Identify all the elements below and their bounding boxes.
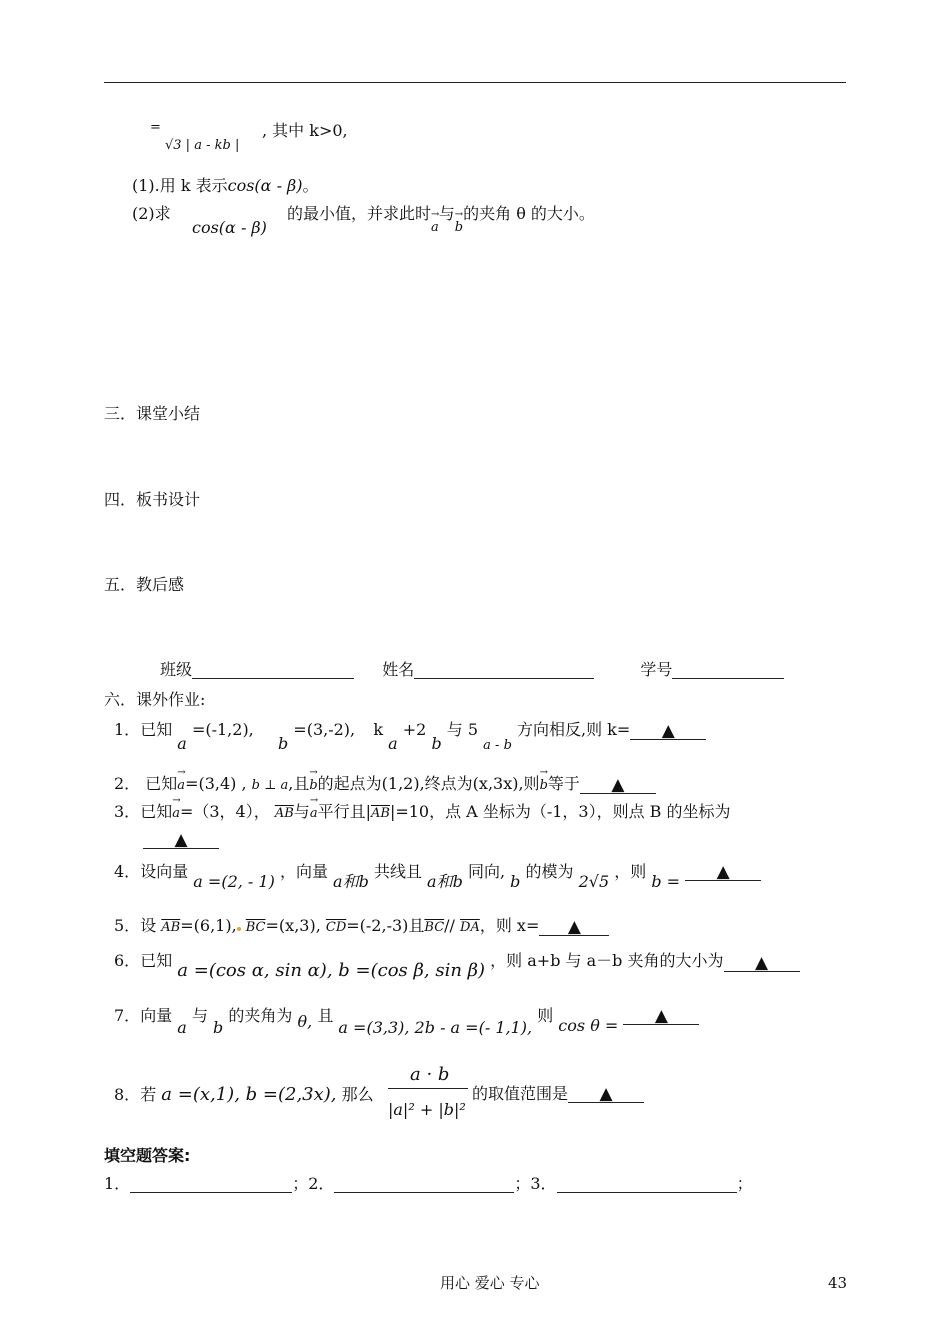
item-6: 6．已知 a =(cos α, sin α), b =(cos β, sin β) ，则 a+b 与 a－b 夹角的大小为 ▲ [114, 950, 800, 972]
answer-blank-3[interactable]: ▲ [143, 830, 219, 849]
class-field[interactable] [192, 660, 354, 679]
page-number: 43 [828, 1274, 848, 1292]
class-label: 班级 [160, 660, 193, 679]
answer-field-3[interactable] [557, 1174, 737, 1193]
stray-mark [237, 927, 241, 931]
fragment-math: √3 | a - kb | [165, 138, 240, 153]
answer-blank-5[interactable]: ▲ [539, 917, 609, 936]
answer-blank-1[interactable]: ▲ [630, 721, 706, 740]
footer-slogan: 用心 爱心 专心 [440, 1274, 540, 1292]
item-2: 2． 已知→ a=(3,4) , b ⊥ a,且→ b的起点为(1,2),终点为(x,3x),则→ b等于 ▲ [114, 774, 656, 794]
item-8-denominator: |a|² + |b|² [388, 1100, 466, 1119]
item-1: 1．已知 a =(-1,2), b =(3,-2), k a +2 b 与 5 $_{a - b}$ 方向相反,则 k= ▲ [114, 720, 706, 740]
answer-field-1[interactable] [130, 1174, 292, 1193]
item-3: 3．已知→ a=（3，4）， $\overline{AB}$与→ a平行且$|\overline{AB}|=10$，点 A 坐标为（-1，3），则点 B 的坐标为 [114, 802, 731, 822]
answer-field-2[interactable] [334, 1174, 514, 1193]
answer-blank-7[interactable]: ▲ [623, 1006, 699, 1025]
answer-blank-8[interactable]: ▲ [568, 1084, 644, 1103]
question-2: (2)求 [132, 204, 171, 223]
item-5: 5．设 $\overline{AB}=(6,1)$, $\overline{BC}=(x,3)$, $\overline{CD}=(-2,-3)$且$\overline{BC}//$ $\overline{DA}$，则 x= ▲ [114, 916, 609, 936]
item-3-answer [143, 830, 219, 849]
section-reflection: 五．教后感 [104, 575, 185, 594]
answer-blank-4[interactable]: ▲ [685, 862, 761, 881]
item-8-numerator: a · b [410, 1064, 450, 1085]
question-1: (1).用 k 表示cos(α - β)。 [132, 176, 319, 195]
section-board-design: 四．板书设计 [104, 490, 201, 509]
item-8: 8．若 a =(x,1), b =(2,3x), 那么 [114, 1084, 374, 1105]
homework-title: 六．课外作业: [104, 690, 206, 709]
answers-title: 填空题答案: [104, 1146, 191, 1165]
question-2-text: 的最小值，并求此时→ a与→ b的夹角 θ 的大小。 [287, 204, 595, 224]
name-label: 姓名 [382, 660, 415, 679]
answer-blank-2[interactable]: ▲ [580, 775, 656, 794]
section-summary: 三．课堂小结 [104, 404, 201, 423]
question-2-math: cos(α - β) [192, 218, 267, 237]
answers-line: 1． ；2． ；3． ； [104, 1174, 753, 1193]
item-4: 4．设向量 a =(2, - 1) ，向量 a和b 共线且 a和b 同向, b 的模为 2√5 ，则 b = ▲ [114, 862, 761, 881]
item-7: 7．向量 a 与 b 的夹角为 θ, 且 a =(3,3), 2b - a =(- 1,1), 则 cos θ = ▲ [114, 1006, 699, 1025]
id-field[interactable] [672, 660, 784, 679]
fragment-eq: = [150, 120, 161, 135]
info-line [160, 660, 784, 679]
header-rule [104, 82, 846, 83]
item-8-fraction-bar [388, 1088, 468, 1089]
name-field[interactable] [414, 660, 594, 679]
item-8-tail: 的取值范围是 ▲ [472, 1084, 644, 1103]
id-label: 学号 [640, 660, 673, 679]
answer-blank-6[interactable]: ▲ [724, 953, 800, 972]
fragment-text: , 其中 k>0, [262, 121, 348, 140]
